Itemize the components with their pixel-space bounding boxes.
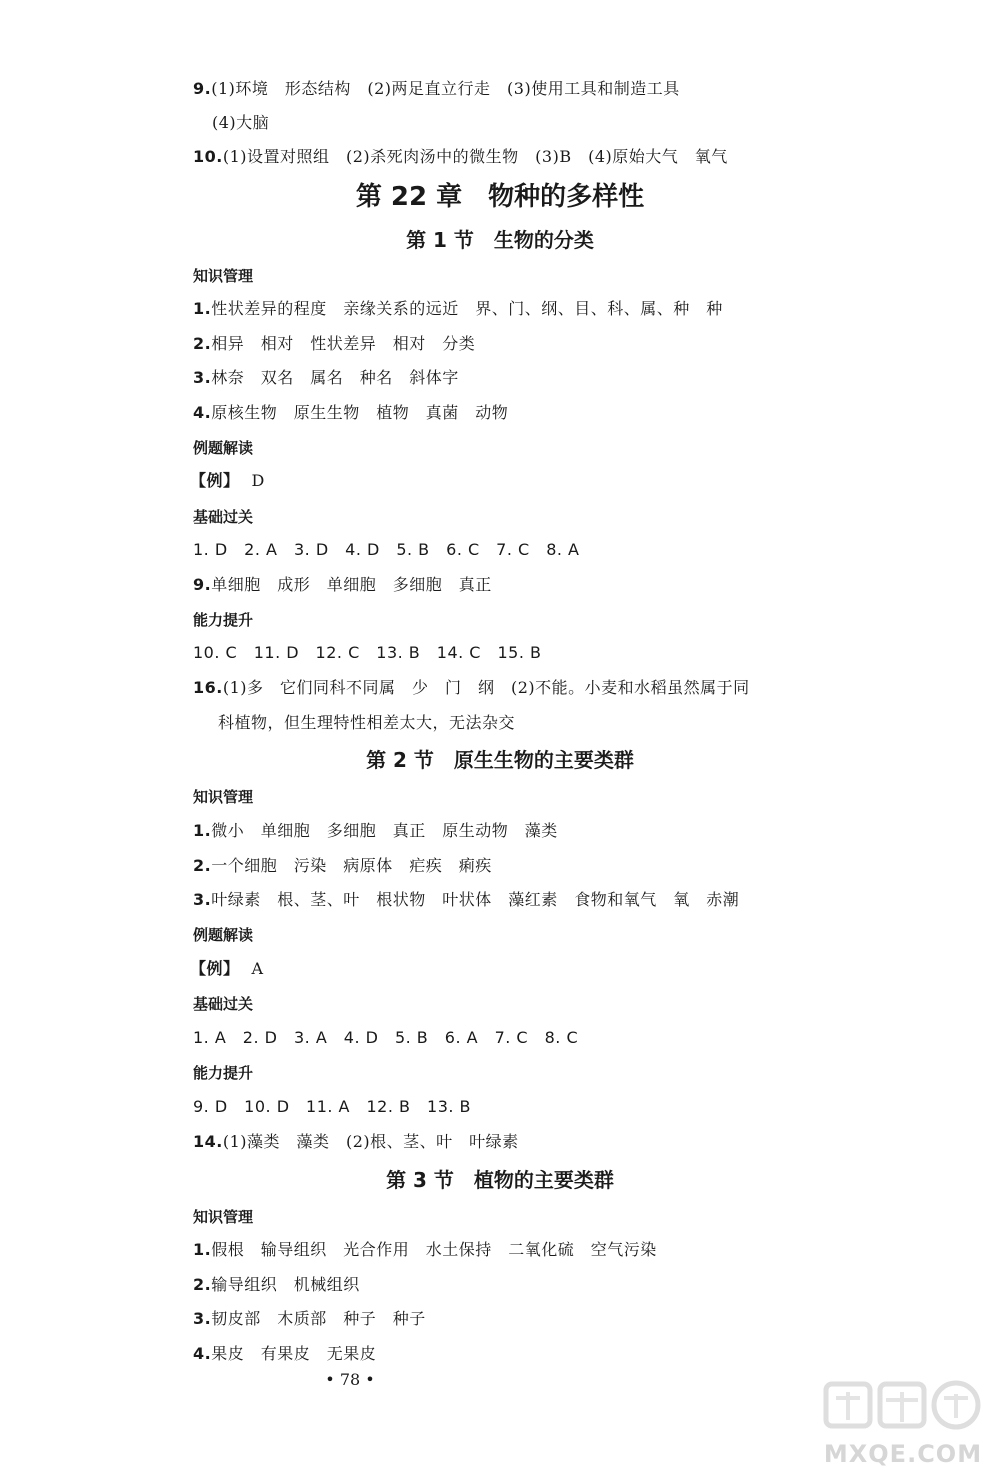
answer-text: (1)环境 形态结构 (2)两足直立行走 (3)使用工具和制造工具	[211, 79, 680, 98]
heading-basic: 基础过关	[193, 508, 254, 526]
section-1-title: 第 1 节 生物的分类	[406, 228, 594, 252]
example-answer	[190, 470, 265, 492]
answer-q10	[193, 146, 728, 168]
knowledge-3	[193, 367, 459, 389]
item-number: 1.	[193, 821, 212, 840]
answer-text: 单细胞 成形 单细胞 多细胞 真正	[211, 575, 492, 594]
item-number: 3.	[193, 368, 212, 387]
item-number: 3.	[193, 1309, 212, 1328]
example-label: 【例】	[190, 959, 240, 978]
basic-answers: 1. D 2. A 3. D 4. D 5. B 6. C 7. C 8. A	[193, 540, 580, 559]
item-number: 3.	[193, 890, 212, 909]
ability-answers: 9. D 10. D 11. A 12. B 13. B	[193, 1097, 472, 1116]
knowledge-3	[193, 1308, 426, 1330]
knowledge-2	[193, 1274, 360, 1296]
answer-q9	[193, 78, 680, 100]
ability-14	[193, 1131, 519, 1153]
basic-answers: 1. A 2. D 3. A 4. D 5. B 6. A 7. C 8. C	[193, 1028, 579, 1047]
answer-text: 一个细胞 污染 病原体 疟疾 痢疾	[211, 856, 492, 875]
knowledge-2	[193, 333, 475, 355]
knowledge-1	[193, 1239, 657, 1261]
item-number: 10.	[193, 147, 223, 166]
heading-basic: 基础过关	[193, 995, 254, 1013]
watermark-text: MXQE.COM	[823, 1440, 983, 1468]
item-number: 9.	[193, 575, 212, 594]
knowledge-2	[193, 855, 492, 877]
answer-text: 叶绿素 根、茎、叶 根状物 叶状体 藻红素 食物和氧气 氧 赤潮	[211, 890, 740, 909]
answer-text: (1)藻类 藻类 (2)根、茎、叶 叶绿素	[222, 1132, 519, 1151]
answer-q9-cont: (4)大脑	[212, 113, 270, 132]
answer-text: 性状差异的程度 亲缘关系的远近 界、门、纲、目、科、属、种 种	[211, 299, 723, 318]
ability-16	[193, 677, 750, 699]
knowledge-3	[193, 889, 739, 911]
example-label: 【例】	[190, 471, 240, 490]
item-number: 4.	[193, 403, 212, 422]
chapter-title: 第 22 章 物种的多样性	[355, 182, 645, 212]
ability-16-cont: 科植物，但生理特性相差太大，无法杂交	[218, 713, 516, 732]
answer-text: 输导组织 机械组织	[211, 1275, 360, 1294]
item-number: 14.	[193, 1132, 223, 1151]
item-number: 2.	[193, 334, 212, 353]
item-number: 16.	[193, 678, 223, 697]
watermark	[808, 1378, 998, 1470]
item-number: 4.	[193, 1344, 212, 1363]
example-answer	[190, 958, 264, 980]
heading-knowledge: 知识管理	[193, 788, 254, 806]
knowledge-4	[193, 402, 508, 424]
knowledge-4	[193, 1343, 376, 1365]
heading-example: 例题解读	[193, 439, 254, 457]
answer-text: 原核生物 原生生物 植物 真菌 动物	[211, 403, 509, 422]
basic-9	[193, 574, 492, 596]
answer-text: 相异 相对 性状差异 相对 分类	[211, 334, 476, 353]
section-3-title: 第 3 节 植物的主要类群	[386, 1168, 614, 1192]
answer-text: 假根 输导组织 光合作用 水土保持 二氧化硫 空气污染	[211, 1240, 657, 1259]
item-number: 1.	[193, 299, 212, 318]
answer-text: 林奈 双名 属名 种名 斜体字	[211, 368, 459, 387]
heading-knowledge: 知识管理	[193, 267, 254, 285]
answer-text: 微小 单细胞 多细胞 真正 原生动物 藻类	[211, 821, 558, 840]
heading-example: 例题解读	[193, 926, 254, 944]
item-number: 9.	[193, 79, 212, 98]
item-number: 2.	[193, 856, 212, 875]
heading-ability: 能力提升	[193, 611, 254, 629]
answer-text: D	[251, 471, 265, 490]
page-number: • 78 •	[325, 1370, 375, 1389]
heading-knowledge: 知识管理	[193, 1208, 254, 1226]
section-2-title: 第 2 节 原生生物的主要类群	[366, 748, 634, 772]
item-number: 1.	[193, 1240, 212, 1259]
ability-answers: 10. C 11. D 12. C 13. B 14. C 15. B	[193, 643, 542, 662]
answer-text: (1)多 它们同科不同属 少 门 纲 (2)不能。小麦和水稻虽然属于同	[222, 678, 750, 697]
answer-text: (1)设置对照组 (2)杀死肉汤中的微生物 (3)B (4)原始大气 氧气	[222, 147, 728, 166]
item-number: 2.	[193, 1275, 212, 1294]
answer-text: 韧皮部 木质部 种子 种子	[211, 1309, 426, 1328]
knowledge-1	[193, 298, 723, 320]
watermark-logo	[822, 1378, 982, 1432]
knowledge-1	[193, 820, 558, 842]
heading-ability: 能力提升	[193, 1064, 254, 1082]
answer-text: 果皮 有果皮 无果皮	[211, 1344, 377, 1363]
answer-text: A	[251, 959, 264, 978]
